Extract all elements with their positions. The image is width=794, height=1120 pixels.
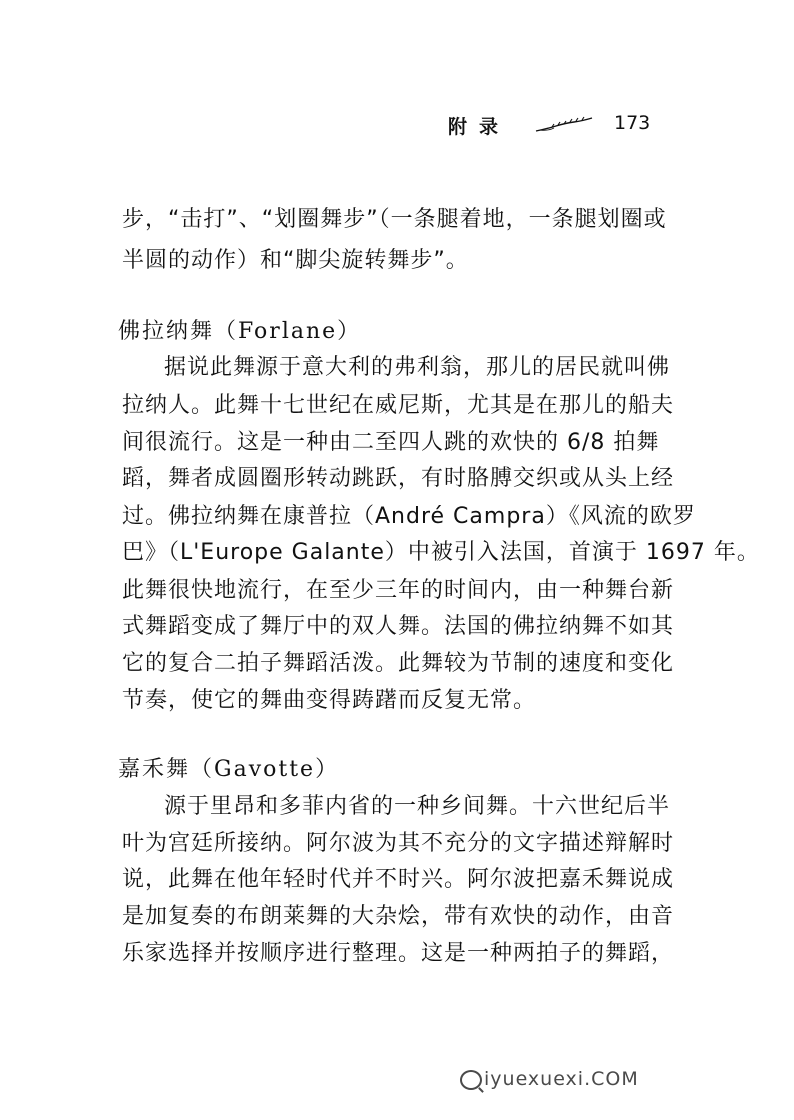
watermark-text: iyuexuexi.COM xyxy=(484,1068,639,1090)
page-number: 173 xyxy=(614,112,651,134)
search-icon xyxy=(460,1070,482,1090)
section-title: 附录 xyxy=(448,116,511,138)
paragraph-line: 乐家选择并按顺序进行整理。这是一种两拍子的舞蹈， xyxy=(122,941,675,966)
paragraph-line: 半圆的动作）和“脚尖旋转舞步”。 xyxy=(122,248,469,273)
paragraph-line: 它的复合二拍子舞蹈活泼。此舞较为节制的速度和变化 xyxy=(122,651,675,676)
section-heading-gavotte: 嘉禾舞（Gavotte） xyxy=(118,757,340,782)
paragraph-line: 是加复奏的布朗莱舞的大杂烩，带有欢快的动作，由音 xyxy=(122,904,675,929)
paragraph-line: 拉纳人。此舞十七世纪在威尼斯，尤其是在那儿的船夫 xyxy=(122,393,675,418)
paragraph-line: 步，“击打”、“划圈舞步”（一条腿着地，一条腿划圈或 xyxy=(122,207,667,232)
site-watermark xyxy=(460,1068,639,1090)
paragraph-line: 过。佛拉纳舞在康普拉（André Campra）《风流的欧罗 xyxy=(122,504,696,529)
paragraph-line: 说，此舞在他年轻时代并不时兴。阿尔波把嘉禾舞说成 xyxy=(122,867,675,892)
section-heading-forlane: 佛拉纳舞（Forlane） xyxy=(118,319,362,344)
paragraph-line: 巴》（L'Europe Galante）中被引入法国，首演于 1697 年。 xyxy=(122,540,760,565)
paragraph-line: 间很流行。这是一种由二至四人跳的欢快的 6/8 拍舞 xyxy=(122,430,660,455)
page-header xyxy=(448,112,668,142)
paragraph-line: 此舞很快地流行，在至少三年的时间内，由一种舞台新 xyxy=(122,578,675,603)
ornament-icon xyxy=(534,116,596,134)
paragraph-line: 叶为宫廷所接纳。阿尔波为其不充分的文字描述辩解时 xyxy=(122,831,675,856)
paragraph-line: 式舞蹈变成了舞厅中的双人舞。法国的佛拉纳舞不如其 xyxy=(122,614,675,639)
paragraph-line: 蹈，舞者成圆圈形转动跳跃，有时胳膊交织或从头上经 xyxy=(122,466,675,491)
paragraph-line: 据说此舞源于意大利的弗利翁，那儿的居民就叫佛 xyxy=(164,355,671,380)
paragraph-line: 节奏，使它的舞曲变得踌躇而反复无常。 xyxy=(122,688,537,713)
paragraph-line: 源于里昂和多菲内省的一种乡间舞。十六世纪后半 xyxy=(164,794,671,819)
